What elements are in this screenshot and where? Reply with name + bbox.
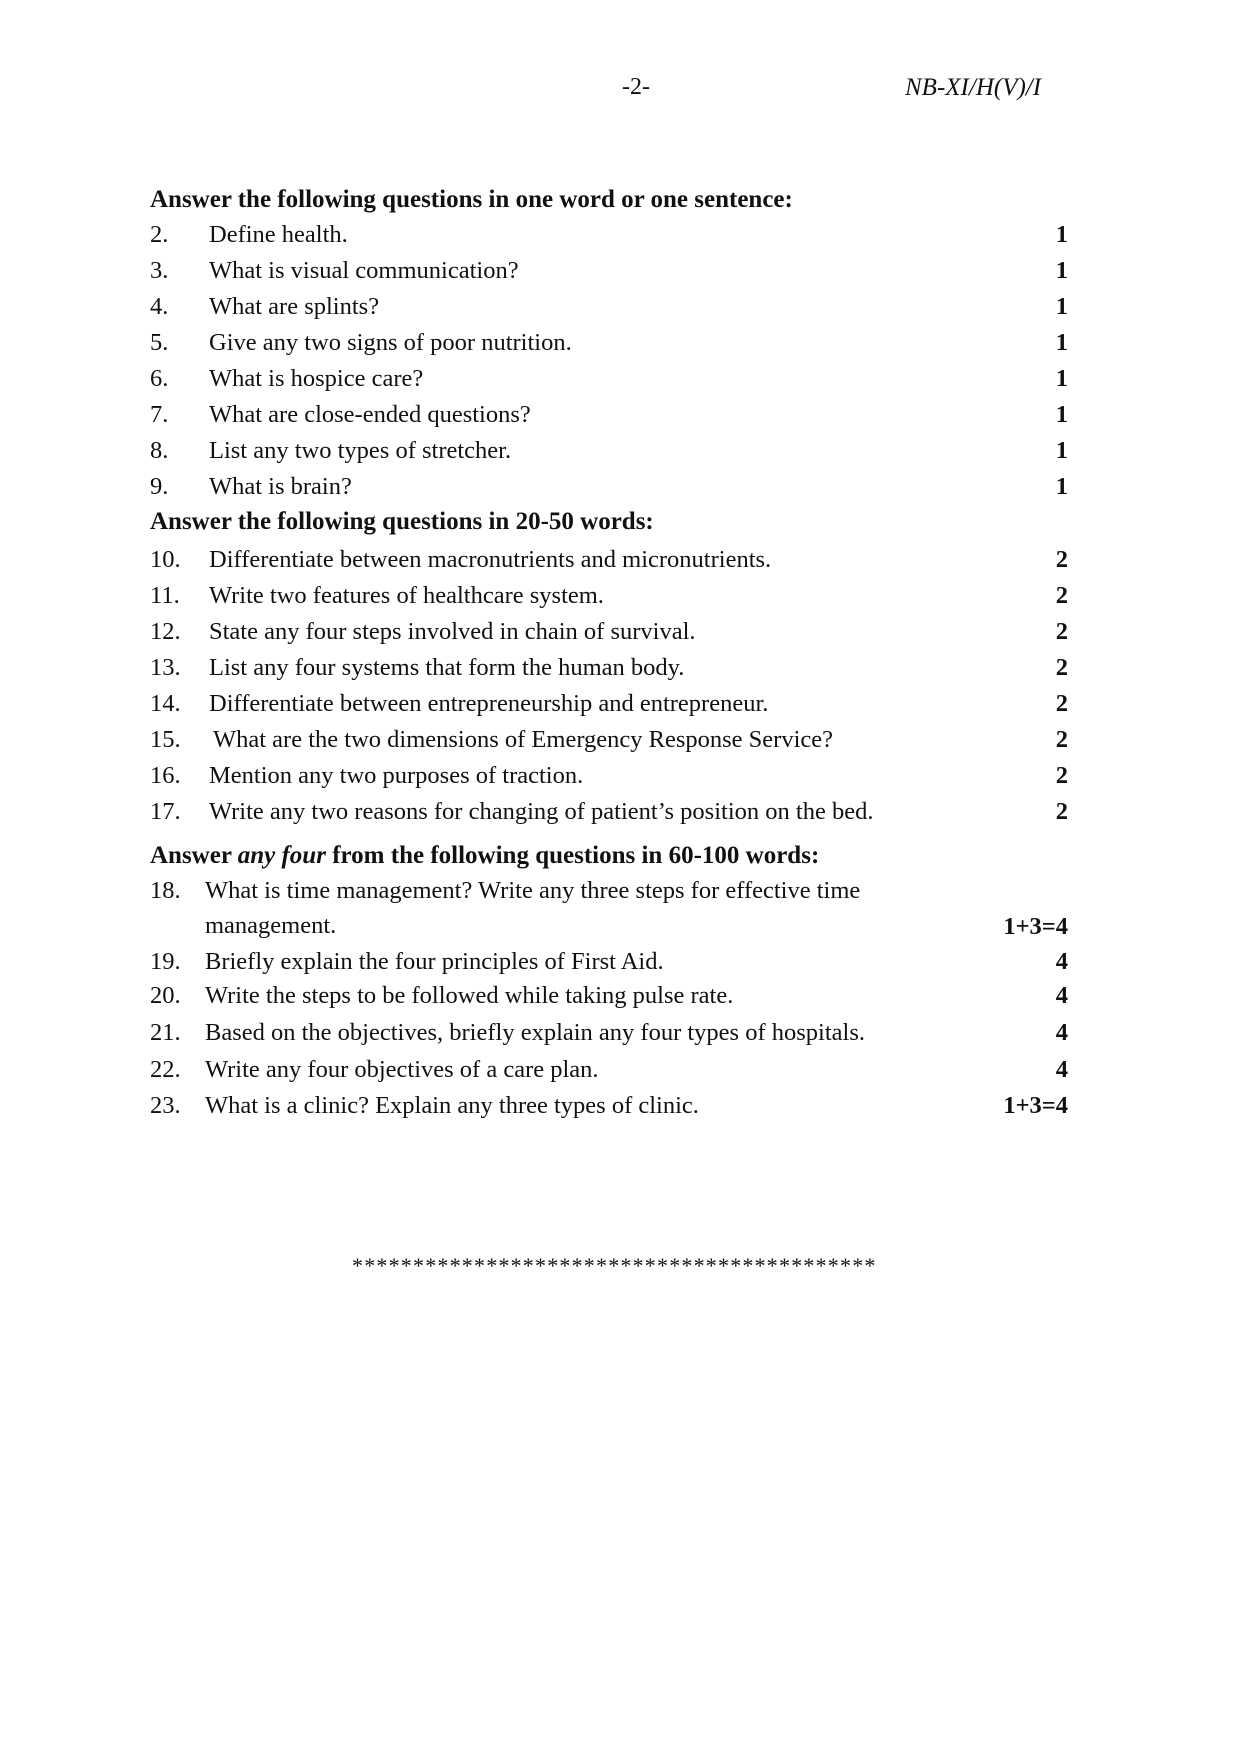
question-text: Mention any two purposes of traction. [209,762,584,789]
question-marks: 1 [1055,329,1068,356]
question-row [150,217,1068,253]
question-row [150,614,1068,650]
question-marks: 1 [1055,257,1068,284]
question-marks: 4 [1055,1019,1068,1046]
question-marks: 2 [1055,546,1068,573]
question-number: 23. [150,1092,181,1119]
question-row [150,686,1068,722]
question-number: 10. [150,546,181,573]
question-row [150,578,1068,614]
question-text: What is visual communication? [209,257,519,284]
question-number: 13. [150,654,181,681]
question-row [150,542,1068,578]
question-number: 8. [150,437,169,464]
question-marks: 4 [1055,1056,1068,1083]
question-text: Briefly explain the four principles of First Aid. [205,948,664,975]
question-text: Write two features of healthcare system. [209,582,604,609]
question-row [150,978,1068,1014]
question-number: 22. [150,1056,181,1083]
question-text: What are close-ended questions? [209,401,531,428]
question-marks: 1 [1055,293,1068,320]
question-marks: 2 [1055,726,1068,753]
question-number: 18. [150,877,181,904]
section-heading-20-50-words: Answer the following questions in 20-50 words: [150,508,654,535]
question-marks: 2 [1055,690,1068,717]
section-heading-emphasis: any four [237,842,326,869]
question-text: Write the steps to be followed while taking pulse rate. [205,982,734,1009]
question-paper-content [150,183,1068,1124]
question-marks: 4 [1055,982,1068,1009]
question-text: What are splints? [209,293,380,320]
question-text: What is a clinic? Explain any three types of clinic. [205,1092,699,1119]
question-number: 2. [150,221,169,248]
question-marks: 2 [1055,654,1068,681]
question-marks: 1 [1055,437,1068,464]
question-text: List any four systems that form the human body. [209,654,685,681]
section-heading-60-100-words [150,839,1068,873]
question-row [150,722,1068,758]
question-text: Write any four objectives of a care plan. [205,1056,599,1083]
question-row [150,253,1068,289]
question-marks: 2 [1055,582,1068,609]
question-row [150,794,1068,830]
question-text: Define health. [209,221,348,248]
question-row [150,1052,1068,1088]
question-marks: 1 [1055,401,1068,428]
section-heading-one-word: Answer the following questions in one word or one sentence: [150,186,793,213]
question-number: 17. [150,798,181,825]
question-number: 21. [150,1019,181,1046]
question-row [150,1014,1068,1052]
end-of-paper-marker: ******************************************* [352,1253,877,1278]
question-row [150,945,1068,978]
question-number: 16. [150,762,181,789]
question-number: 20. [150,982,181,1009]
question-number: 9. [150,473,169,500]
question-row [150,469,1068,505]
question-text: Differentiate between macronutrients and micronutrients. [209,546,772,573]
question-text: State any four steps involved in chain of survival. [209,618,696,645]
question-row [150,325,1068,361]
question-number: 6. [150,365,169,392]
question-marks: 1+3=4 [1003,1092,1068,1119]
question-row [150,1088,1068,1124]
question-list-section-2 [150,542,1068,830]
section-heading-start: Answer [150,842,238,869]
question-row [150,361,1068,397]
question-number: 11. [150,582,180,609]
question-text: Write any two reasons for changing of patient’s position on the bed. [209,798,874,825]
question-marks: 2 [1055,618,1068,645]
question-row [150,650,1068,686]
question-text: Based on the objectives, briefly explain any four types of hospitals. [205,1019,865,1046]
question-row [150,758,1068,794]
question-marks: 1 [1055,221,1068,248]
question-marks: 1+3=4 [1003,913,1068,940]
question-number: 7. [150,401,169,428]
question-number: 12. [150,618,181,645]
question-row [150,873,1068,945]
page-number: -2- [622,74,650,100]
question-row [150,397,1068,433]
question-number: 3. [150,257,169,284]
question-number: 19. [150,948,181,975]
question-text-line-2: management. [205,912,337,939]
question-number: 4. [150,293,169,320]
question-number: 15. [150,726,181,753]
question-number: 14. [150,690,181,717]
question-text: What are the two dimensions of Emergency Response Service? [213,726,834,753]
question-number: 5. [150,329,169,356]
question-marks: 1 [1055,473,1068,500]
question-text: Give any two signs of poor nutrition. [209,329,572,356]
question-list-section-1 [150,217,1068,505]
section-heading-end: from the following questions in 60-100 words: [325,842,820,869]
question-list-section-3 [150,873,1068,1124]
question-row [150,433,1068,469]
question-text: What is brain? [209,473,352,500]
question-text: What is hospice care? [209,365,424,392]
question-text: List any two types of stretcher. [209,437,512,464]
question-text-line-1: What is time management? Write any three steps for effective time [205,877,861,904]
question-row [150,289,1068,325]
paper-code: NB-XI/H(V)/I [905,74,1042,101]
question-marks: 4 [1055,948,1068,975]
question-marks: 1 [1055,365,1068,392]
question-marks: 2 [1055,798,1068,825]
question-text: Differentiate between entrepreneurship and entrepreneur. [209,690,769,717]
question-marks: 2 [1055,762,1068,789]
